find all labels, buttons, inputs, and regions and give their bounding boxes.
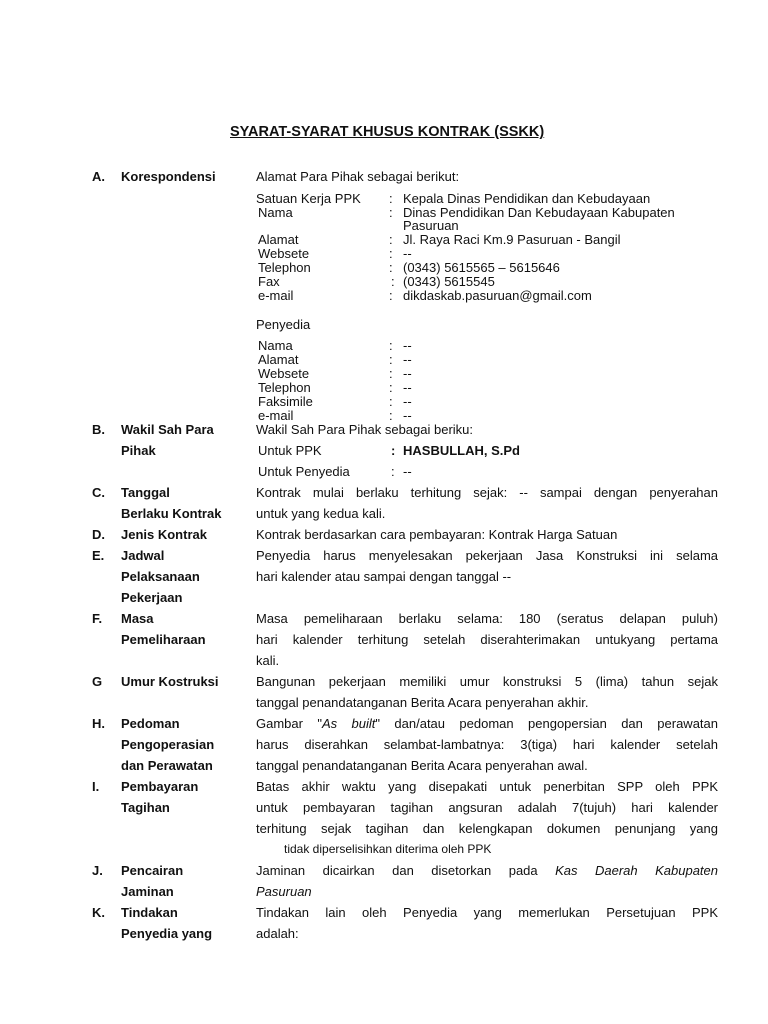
- section-j-label: Jaminan: [121, 884, 174, 899]
- text-line: Kontrak mulai berlaku terhitung sejak: -- sampai dengan penyerahan: [256, 485, 718, 500]
- section-f-letter: F.: [92, 611, 103, 626]
- contact-value: Kepala Dinas Pendidikan dan Kebudayaan: [403, 191, 651, 206]
- section-a-intro: Alamat Para Pihak sebagai berikut:: [256, 169, 460, 184]
- section-c-label: Tanggal: [121, 485, 170, 500]
- section-j-label: Pencairan: [121, 863, 184, 878]
- text-line: harus diserahkan selambat-lambatnya: 3(tiga) hari kalender setelah: [256, 737, 718, 752]
- text-line: Kontrak berdasarkan cara pembayaran: Kontrak Harga Satuan: [256, 527, 618, 542]
- section-b-label: Pihak: [121, 443, 156, 458]
- contact-colon: :: [389, 288, 393, 303]
- contact-label: Nama: [258, 205, 293, 220]
- contact-label: e-mail: [258, 408, 294, 423]
- contact-label: Telephon: [258, 260, 311, 275]
- section-k-text: [256, 902, 718, 944]
- contact-colon: :: [389, 260, 393, 275]
- section-d-label: Jenis Kontrak: [121, 527, 207, 542]
- section-f-text: [256, 608, 718, 671]
- section-i-label: Tagihan: [121, 800, 170, 815]
- section-d-text: [256, 524, 718, 545]
- wakil-ppk-label: Untuk PPK: [258, 443, 322, 458]
- wakil-penyedia-colon: :: [391, 464, 395, 479]
- contact-value: --: [403, 352, 412, 367]
- contact-label: Alamat: [258, 352, 299, 367]
- section-i-text: [256, 776, 718, 860]
- section-i-letter: I.: [92, 779, 100, 794]
- contact-colon: :: [389, 394, 393, 409]
- contact-colon: :: [389, 205, 393, 220]
- contact-value: --: [403, 338, 412, 353]
- section-b-label: Wakil Sah Para: [121, 422, 214, 437]
- text-line: hari kalender atau sampai dengan tanggal --: [256, 569, 512, 584]
- section-c-letter: C.: [92, 485, 105, 500]
- section-g-text: [256, 671, 718, 713]
- contact-value: dikdaskab.pasuruan@gmail.com: [403, 288, 592, 303]
- contact-label: Websete: [258, 246, 310, 261]
- section-c-label: Berlaku Kontrak: [121, 506, 222, 521]
- text-line: Tindakan lain oleh Penyedia yang memerlukan Persetujuan PPK: [256, 905, 718, 920]
- section-e-label: Pelaksanaan: [121, 569, 200, 584]
- contact-value: (0343) 5615565 – 5615646: [403, 260, 560, 275]
- text-fragment: " dan/atau pedoman pengopersian dan perawatan: [375, 716, 718, 731]
- section-j-text: [256, 860, 718, 902]
- section-j-letter: J.: [92, 863, 103, 878]
- text-line: hari kalender terhitung setelah diserahterimakan untukyang pertama: [256, 632, 718, 647]
- document-title: SYARAT-SYARAT KHUSUS KONTRAK (SSKK): [230, 124, 545, 140]
- section-h-label: dan Perawatan: [121, 758, 213, 773]
- contact-label: Websete: [258, 366, 310, 381]
- section-g-label: Umur Kostruksi: [121, 674, 219, 689]
- section-f-label: Masa: [121, 611, 154, 626]
- contact-label: e-mail: [258, 288, 294, 303]
- section-a-letter: A.: [92, 169, 105, 184]
- section-e-text: [256, 545, 718, 587]
- contact-label: Nama: [258, 338, 293, 353]
- contact-colon: :: [389, 191, 393, 206]
- contact-label: Satuan Kerja PPK: [256, 191, 361, 206]
- section-k-letter: K.: [92, 905, 105, 920]
- text-line: tanggal penandatanganan Berita Acara penyerahan akhir.: [256, 695, 589, 710]
- text-line: terhitung sejak tagihan dan kelengkapan dokumen penunjang yang: [256, 821, 718, 836]
- contact-value: --: [403, 246, 412, 261]
- wakil-ppk-value: HASBULLAH, S.Pd: [403, 443, 520, 458]
- contact-label: Fax: [258, 274, 280, 289]
- contact-value: --: [403, 366, 412, 381]
- contact-colon: :: [389, 408, 393, 423]
- text-line: Bangunan pekerjaan memiliki umur konstruksi 5 (lima) tahun sejak: [256, 674, 718, 689]
- penyedia-heading: Penyedia: [256, 317, 311, 332]
- section-k-label: Penyedia yang: [121, 926, 213, 941]
- contact-value: --: [403, 380, 412, 395]
- section-b-intro: Wakil Sah Para Pihak sebagai beriku:: [256, 422, 474, 437]
- contact-colon: :: [391, 274, 395, 289]
- italic-term: As built: [321, 716, 376, 731]
- text-fragment: Jaminan dicairkan dan disetorkan pada: [256, 863, 556, 878]
- text-line: Pasuruan: [256, 884, 312, 899]
- contact-value: (0343) 5615545: [403, 274, 495, 289]
- contact-value: --: [403, 394, 412, 409]
- section-f-label: Pemeliharaan: [121, 632, 206, 647]
- text-fragment: Gambar ": [256, 716, 322, 731]
- contact-value: Dinas Pendidikan Dan Kebudayaan Kabupaten: [403, 205, 675, 220]
- text-line: Batas akhir waktu yang disepakati untuk penerbitan SPP oleh PPK: [256, 779, 718, 794]
- wakil-penyedia-value: --: [403, 464, 412, 479]
- contact-value: --: [403, 408, 412, 423]
- text-line: [256, 860, 718, 881]
- section-h-label: Pedoman: [121, 716, 180, 731]
- text-line: tanggal penandatanganan Berita Acara penyerahan awal.: [256, 758, 588, 773]
- contact-colon: :: [389, 352, 393, 367]
- contact-label: Telephon: [258, 380, 311, 395]
- text-line: untuk yang kedua kali.: [256, 506, 386, 521]
- wakil-ppk-colon: :: [391, 443, 396, 458]
- section-h-label: Pengoperasian: [121, 737, 215, 752]
- text-line: adalah:: [256, 926, 299, 941]
- section-h-text: [256, 713, 718, 776]
- section-k-label: Tindakan: [121, 905, 178, 920]
- contact-colon: :: [389, 380, 393, 395]
- section-e-label: Jadwal: [121, 548, 165, 563]
- section-h-letter: H.: [92, 716, 105, 731]
- text-line: tidak diperselisihkan diterima oleh PPK: [284, 842, 492, 856]
- text-line: kali.: [256, 653, 280, 668]
- section-b-letter: B.: [92, 422, 105, 437]
- section-i-label: Pembayaran: [121, 779, 199, 794]
- text-line: untuk pembayaran tagihan angsuran adalah 7(tujuh) hari kalender: [256, 800, 718, 815]
- contact-colon: :: [389, 232, 393, 247]
- text-line: Masa pemeliharaan berlaku selama: 180 (seratus delapan puluh): [256, 611, 718, 626]
- section-a-label: Korespondensi: [121, 169, 216, 184]
- section-e-label: Pekerjaan: [121, 590, 183, 605]
- wakil-penyedia-label: Untuk Penyedia: [258, 464, 350, 479]
- section-g-letter: G: [92, 674, 103, 689]
- text-line: [256, 713, 718, 734]
- contact-value: Jl. Raya Raci Km.9 Pasuruan - Bangil: [403, 232, 621, 247]
- contact-colon: :: [389, 366, 393, 381]
- contact-label: Faksimile: [258, 394, 313, 409]
- section-e-letter: E.: [92, 548, 105, 563]
- contact-label: Alamat: [258, 232, 299, 247]
- section-d-letter: D.: [92, 527, 105, 542]
- section-c-text: [256, 482, 718, 524]
- italic-term: Kas Daerah Kabupaten: [555, 863, 719, 878]
- contact-value: Pasuruan: [403, 218, 459, 233]
- contact-colon: :: [389, 338, 393, 353]
- text-line: Penyedia harus menyelesakan pekerjaan Jasa Konstruksi ini selama: [256, 548, 718, 563]
- contact-colon: :: [389, 246, 393, 261]
